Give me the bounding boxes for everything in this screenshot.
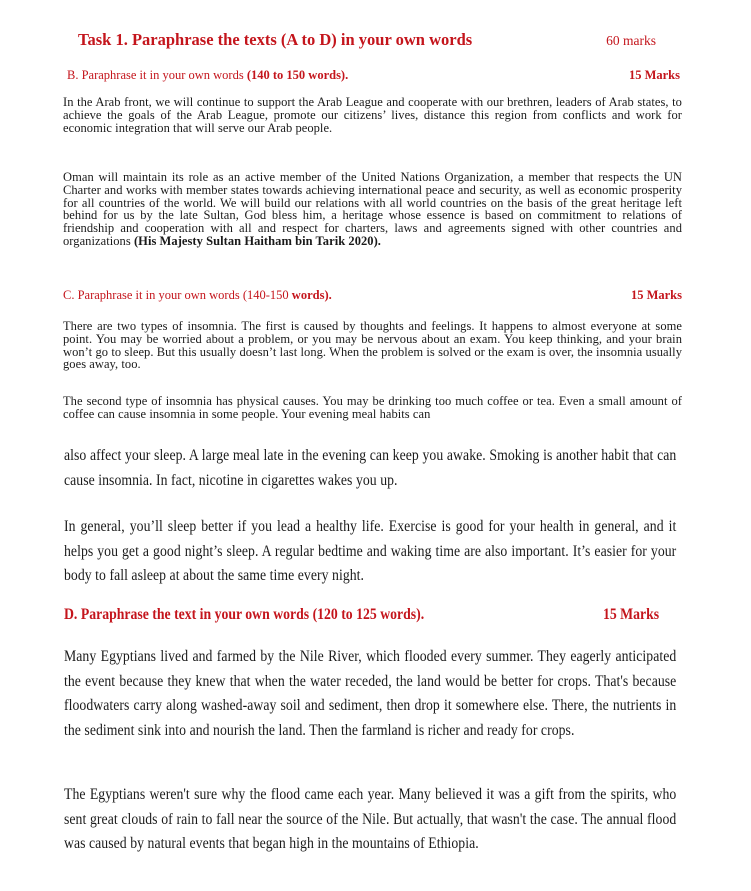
section-d-heading: D. Paraphrase the text in your own words (120 to 125 words). xyxy=(64,606,425,623)
section-d-marks: 15 Marks xyxy=(602,606,660,623)
section-c-paragraph-4: In general, you’ll sleep better if you lead a healthy life. Exercise is good for your health in general, and it helps you get a good night’s sleep. A regular bedtime and waking time are also important. It’s easier for your body to fall asleep at about the same time every night. xyxy=(64,518,677,584)
task-header xyxy=(78,30,656,50)
section-c-heading: C. Paraphrase it in your own words (140-150 words). xyxy=(63,288,332,302)
section-c-paragraph-1: There are two types of insomnia. The first is caused by thoughts and feelings. It happens to almost everyone at some point. You may be worried about a problem, or you may be nervous about an exam. You keep thinking, and your brain won’t go to sleep. But this usually doesn’t last long. When the problem is solved or the exam is over, the insomnia usually goes away, too. xyxy=(63,319,682,372)
section-c-header xyxy=(63,288,682,303)
section-b-header xyxy=(67,68,680,83)
section-b-marks: 15 Marks xyxy=(628,68,680,82)
section-b-attribution: (His Majesty Sultan Haitham bin Tarik 2020). xyxy=(133,233,381,248)
task-marks: 60 marks xyxy=(606,33,656,48)
section-c-marks: 15 Marks xyxy=(630,288,682,302)
section-c-paragraph-3: also affect your sleep. A large meal late in the evening can keep you awake. Smoking is another habit that can cause insomnia. In fact, nicotine in cigarettes wakes you up. xyxy=(64,447,677,489)
section-b-heading: B. Paraphrase it in your own words (140 to 150 words). xyxy=(67,68,349,82)
section-c-paragraph-2: The second type of insomnia has physical causes. You may be drinking too much coffee or tea. Even a small amount of coffee can cause insomnia in some people. Your evening meal habits can xyxy=(63,394,682,421)
task-title: Task 1. Paraphrase the texts (A to D) in your own words xyxy=(78,30,473,49)
section-b-paragraph-2: Oman will maintain its role as an active member of the United Nations Organization, a member that respects the UN Charter and works with member states towards achieving international peace and security, as well as economic prosperity for all countries of the world. We will build our relations with all world countries on the basis of the great heritage left behind for us by the late Sultan, God bless him, a heritage whose essence is based on commitment to relations of friendship and cooperation with all and respect for charters, laws and agreements signed with other countries and organizations (His Majesty Sultan Haitham bin Tarik 2020). xyxy=(63,170,682,248)
section-d-header xyxy=(64,606,659,624)
section-b-paragraph-1: In the Arab front, we will continue to support the Arab League and cooperate with our brethren, leaders of Arab states, to achieve the goals of the Arab League, promote our citizens’ lives, distance this region from conflicts and work for economic integration that will serve our Arab people. xyxy=(63,95,682,135)
section-d-paragraph-2: The Egyptians weren't sure why the flood came each year. Many believed it was a gift from the spirits, who sent great clouds of rain to fall near the source of the Nile. But actually, that wasn't the case. The annual flood was caused by natural events that began high in the mountains of Ethiopia. xyxy=(64,786,677,852)
section-d-paragraph-1: Many Egyptians lived and farmed by the Nile River, which flooded every summer. They eagerly anticipated the event because they knew that when the water receded, the land would be better for crops. That's because floodwaters carry along washed-away soil and sediment, then drop it somewhere else. There, the nutrients in the sediment sink into and nourish the land. Then the farmland is richer and ready for crops. xyxy=(64,648,677,739)
